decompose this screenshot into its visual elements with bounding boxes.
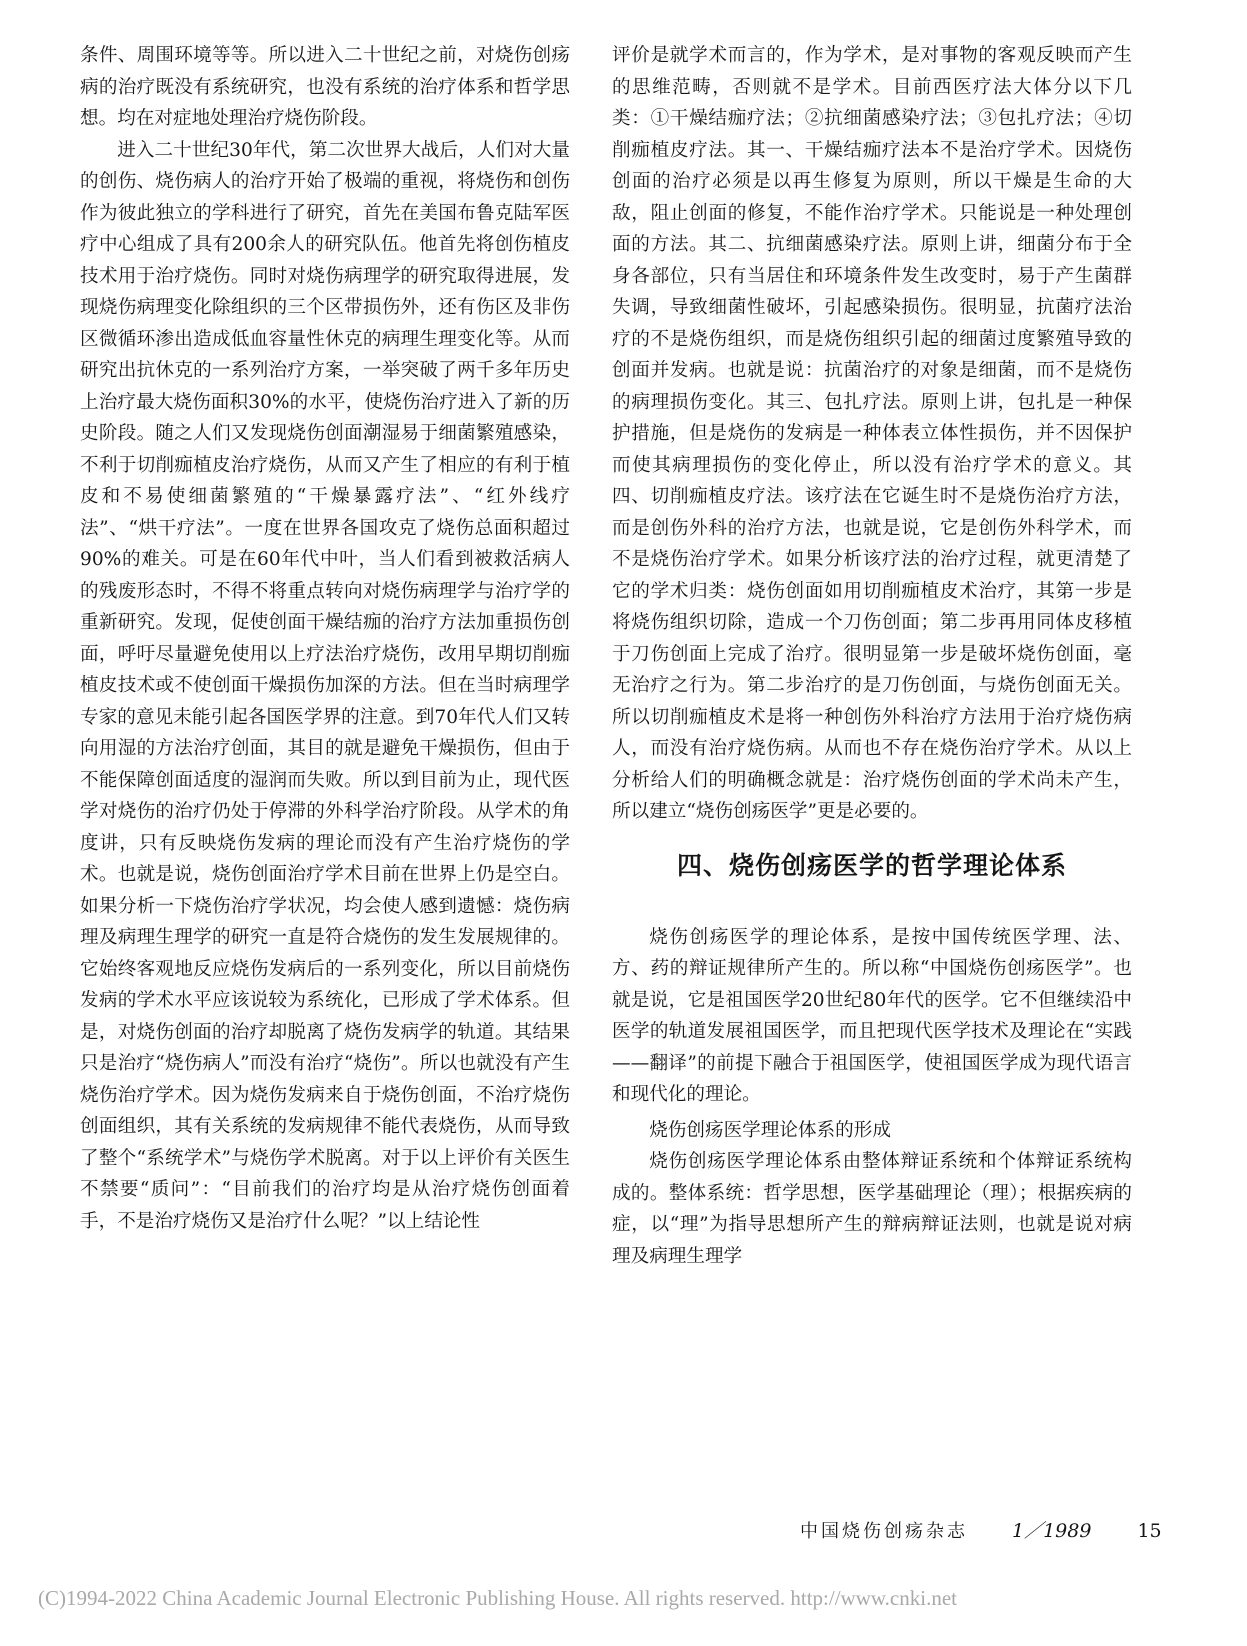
section-heading: 四、烧伤创疡医学的哲学理论体系 — [676, 850, 1067, 880]
journal-name: 中国烧伤创疡杂志 — [800, 1521, 968, 1542]
left-paragraph-2: 进入二十世纪30年代，第二次世界大战后，人们对大量的创伤、烧伤病人的治疗开始了极端的重视，将烧伤和创伤作为彼此独立的学科进行了研究，首先在美国布鲁克陆军医疗中心组成了具有200余人的研究队伍。他首先将创伤植皮技术用于治疗烧伤。同时对烧伤病理学的研究取得进展，发现烧伤病理变化除组织的三个区带损伤外，还有伤区及非伤区微循环渗出造成低血容量性休克的病理生理变化等。从而研究出抗休克的一系列治疗方案，一举突破了两千多年历史上治疗最大烧伤面积30%的水平，使烧伤治疗进入了新的历史阶段。随之人们又发现烧伤创面潮湿易于细菌繁殖感染，不利于切削痂植皮治疗烧伤，从而又产生了相应的有利于植皮和不易使细菌繁殖的“干燥暴露疗法”、“红外线疗法”、“烘干疗法”。一度在世界各国攻克了烧伤总面积超过90%的难关。可是在60年代中叶，当人们看到被救活病人的残废形态时，不得不将重点转向对烧伤病理学与治疗学的重新研究。发现，促使创面干燥结痂的治疗方法加重损伤创面，呼吁尽量避免使用以上疗法治疗烧伤，改用早期切削痂植皮技术或不使创面干燥损伤加深的方法。但在当时病理学专家的意见未能引起各国医学界的注意。到70年代人们又转向用湿的方法治疗创面，其目的就是避免干燥损伤，但由于不能保障创面适度的湿润而失败。所以到目前为止，现代医学对烧伤的治疗仍处于停滞的外科学治疗阶段。从学术的角度讲，只有反映烧伤发病的理论而没有产生治疗烧伤的学术。也就是说，烧伤创面治疗学术目前在世界上仍是空白。如果分析一下烧伤治疗学状况，均会使人感到遗憾：烧伤病理及病理生理学的研究一直是符合烧伤的发生发展规律的。它始终客观地反应烧伤发病后的一系列变化，所以目前烧伤发病的学术水平应该说较为系统化，已形成了学术体系。但是，对烧伤创面的治疗却脱离了烧伤发病学的轨道。其结果只是治疗“烧伤病人”而没有治疗“烧伤”。所以也就没有产生烧伤治疗学术。因为烧伤发病来自于烧伤创面，不治疗烧伤创面组织，其有关系统的发病规律不能代表烧伤，从而导致了整个“系统学术”与烧伤学术脱离。对于以上评价有关医生不禁要“质问”：“目前我们的治疗均是从治疗烧伤创面着手，不是治疗烧伤又是治疗什么呢？”以上结论性 — [80, 139, 570, 1232]
copyright-notice: (C)1994-2022 China Academic Journal Electronic Publishing House. All rights reserved. http://www.cnki.net — [38, 1586, 957, 1610]
right-paragraph-1: 评价是就学术而言的，作为学术，是对事物的客观反映而产生的思维范畴，否则就不是学术。目前西医疗法大体分以下几类：①干燥结痂疗法；②抗细菌感染疗法；③包扎疗法；④切削痂植皮疗法。其一、干燥结痂疗法本不是治疗学术。因烧伤创面的治疗必须是以再生修复为原则，所以干燥是生命的大敌，阻止创面的修复，不能作治疗学术。只能说是一种处理创面的方法。其二、抗细菌感染疗法。原则上讲，细菌分布于全身各部位，只有当居住和环境条件发生改变时，易于产生菌群失调，导致细菌性破坏，引起感染损伤。很明显，抗菌疗法治疗的不是烧伤组织，而是烧伤组织引起的细菌过度繁殖导致的创面并发病。也就是说：抗菌治疗的对象是细菌，而不是烧伤的病理损伤变化。其三、包扎疗法。原则上讲，包扎是一种保护措施，但是烧伤的发病是一种体表立体性损伤，并不因保护而使其病理损伤的变化停止，所以没有治疗学术的意义。其四、切削痂植皮疗法。该疗法在它诞生时不是烧伤治疗方法，而是创伤外科的治疗方法，也就是说，它是创伤外科学术，而不是烧伤治疗学术。如果分析该疗法的治疗过程，就更清楚了它的学术归类：烧伤创面如用切削痂植皮术治疗，其第一步是将烧伤组织切除，造成一个刀伤创面；第二步再用同体皮移植于刀伤创面上完成了治疗。很明显第一步是破坏烧伤创面，毫无治疗之行为。第二步治疗的是刀伤创面，与烧伤创面无关。所以切削痂植皮术是将一种创伤外科治疗方法用于治疗烧伤病人，而没有治疗烧伤病。从而也不存在烧伤治疗学术。从以上分析给人们的明确概念就是：治疗烧伤创面的学术尚未产生，所以建立“烧伤创疡医学”更是必要的。 — [612, 45, 1132, 822]
page-footer — [800, 1516, 1162, 1543]
right-column — [612, 40, 1132, 1272]
page-number: 15 — [1137, 1520, 1162, 1542]
subsection-title: 烧伤创疡医学理论体系的形成 — [649, 1119, 891, 1141]
right-paragraph-3: 烧伤创疡医学理论体系由整体辩证系统和个体辩证系统构成的。整体系统：哲学思想，医学基础理论（理）；根据疾病的症，以“理”为指导思想所产生的辩病辩证法则，也就是说对病理及病理生理学 — [612, 1151, 1132, 1267]
right-paragraph-2: 烧伤创疡医学的理论体系，是按中国传统医学理、法、方、药的辩证规律所产生的。所以称“中国烧伤创疡医学”。也就是说，它是祖国医学20世纪80年代的医学。它不但继续沿中医学的轨道发展祖国医学，而且把现代医学技术及理论在“实践——翻译”的前提下融合于祖国医学，使祖国医学成为现代语言和现代化的理论。 — [612, 926, 1132, 1105]
left-column — [80, 40, 570, 1237]
left-paragraph-1: 条件、周围环境等等。所以进入二十世纪之前，对烧伤创疡病的治疗既没有系统研究，也没有系统的治疗体系和哲学思想。均在对症地处理治疗烧伤阶段。 — [80, 45, 570, 129]
issue-number: 1／1989 — [1012, 1520, 1092, 1542]
